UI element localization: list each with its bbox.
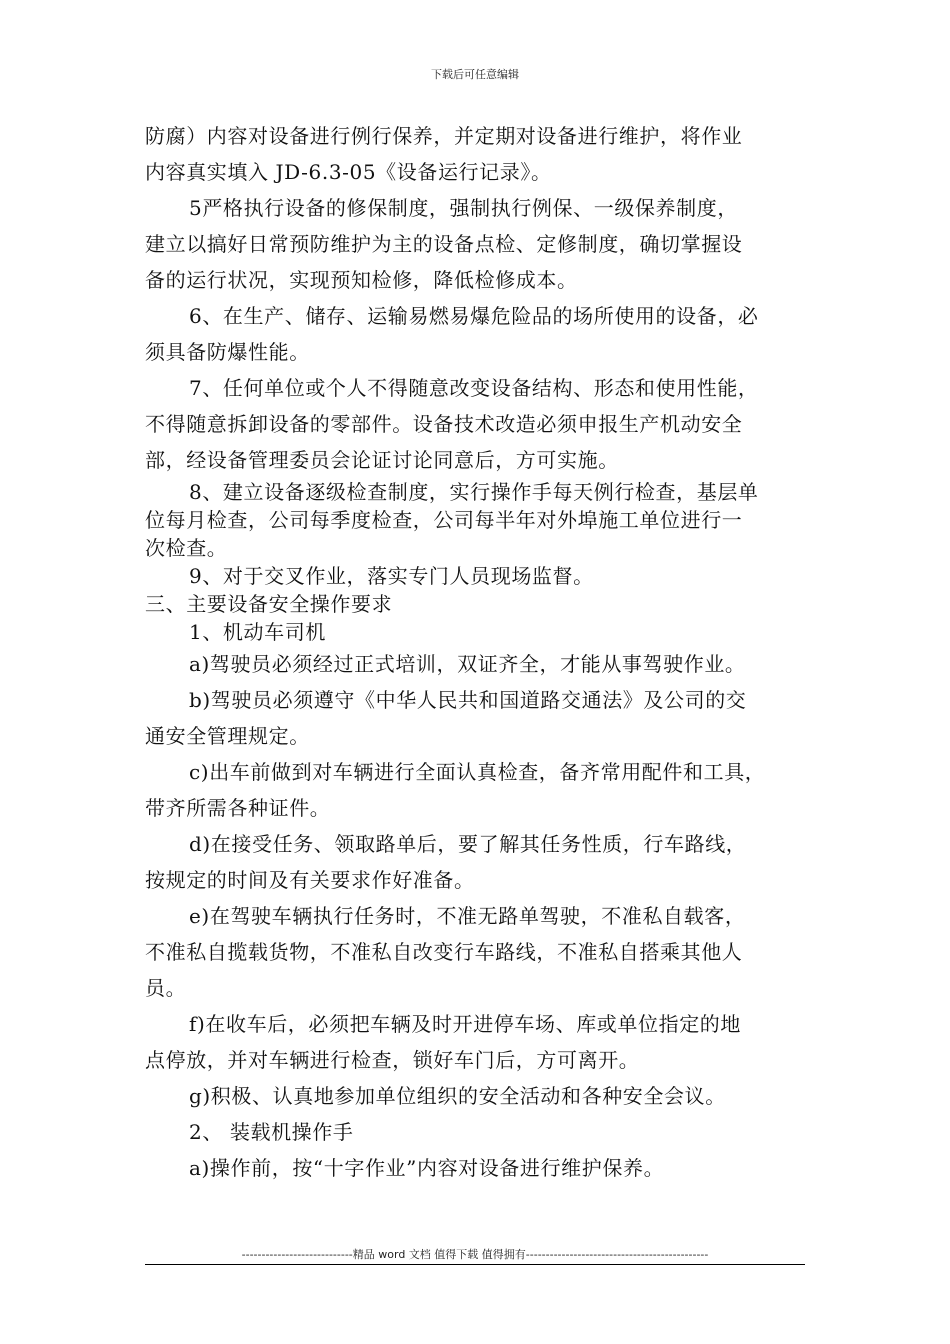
footer-divider: [145, 1264, 805, 1265]
page-footer: ----------------------------精品 word 文档 值得下载 值得拥有----------------------------------------------: [241, 1248, 709, 1261]
text-line: 须具备防爆性能。: [145, 340, 310, 364]
text-line: 8、建立设备逐级检查制度，实行操作手每天例行检查，基层单: [189, 480, 759, 504]
text-line: 员。: [145, 976, 187, 1000]
text-line: 防腐）内容对设备进行例行保养，并定期对设备进行维护，将作业: [145, 124, 743, 148]
text-line: a)操作前，按“十字作业”内容对设备进行维护保养。: [189, 1156, 665, 1180]
text-line: 次检查。: [145, 536, 228, 560]
text-line: d)在接受任务、领取路单后，要了解其任务性质，行车路线，: [189, 832, 747, 856]
text-line: e)在驾驶车辆执行任务时，不准无路单驾驶，不准私自载客，: [189, 904, 746, 928]
text-line: 不得随意拆卸设备的零部件。设备技术改造必须申报生产机动安全: [145, 412, 743, 436]
text-line: 通安全管理规定。: [145, 724, 310, 748]
text-line: 部，经设备管理委员会论证讨论同意后，方可实施。: [145, 448, 619, 472]
text-line: 按规定的时间及有关要求作好准备。: [145, 868, 475, 892]
text-line: g)积极、认真地参加单位组织的安全活动和各种安全会议。: [189, 1084, 726, 1108]
text-line: 三、主要设备安全操作要求: [145, 592, 393, 616]
text-line: f)在收车后，必须把车辆及时开进停车场、库或单位指定的地: [189, 1012, 742, 1036]
text-line: 点停放，并对车辆进行检查，锁好车门后，方可离开。: [145, 1048, 640, 1072]
text-line: 6、在生产、储存、运输易燃易爆危险品的场所使用的设备，必: [189, 304, 759, 328]
text-line: 位每月检查，公司每季度检查，公司每半年对外埠施工单位进行一: [145, 508, 743, 532]
text-line: 1、机动车司机: [189, 620, 326, 644]
text-line: 备的运行状况，实现预知检修，降低检修成本。: [145, 268, 578, 292]
text-line: c)出车前做到对车辆进行全面认真检查，备齐常用配件和工具，: [189, 760, 766, 784]
text-line: 内容真实填入 JD-6.3-05《设备运行记录》。: [145, 160, 552, 184]
document-body: [145, 118, 811, 1186]
text-line: 2、 装载机操作手: [189, 1120, 354, 1144]
page-header: 下载后可任意编辑: [431, 68, 519, 81]
text-line: b)驾驶员必须遵守《中华人民共和国道路交通法》及公司的交: [189, 688, 747, 712]
text-line: 建立以搞好日常预防维护为主的设备点检、定修制度，确切掌握设: [145, 232, 743, 256]
text-line: 7、任何单位或个人不得随意改变设备结构、形态和使用性能，: [189, 376, 759, 400]
text-line: a)驾驶员必须经过正式培训，双证齐全，才能从事驾驶作业。: [189, 652, 746, 676]
text-line: 5严格执行设备的修保制度，强制执行例保、一级保养制度，: [189, 196, 738, 220]
text-line: 带齐所需各种证件。: [145, 796, 331, 820]
text-line: 9、对于交叉作业，落实专门人员现场监督。: [189, 564, 594, 588]
text-line: 不准私自揽载货物，不准私自改变行车路线，不准私自搭乘其他人: [145, 940, 743, 964]
